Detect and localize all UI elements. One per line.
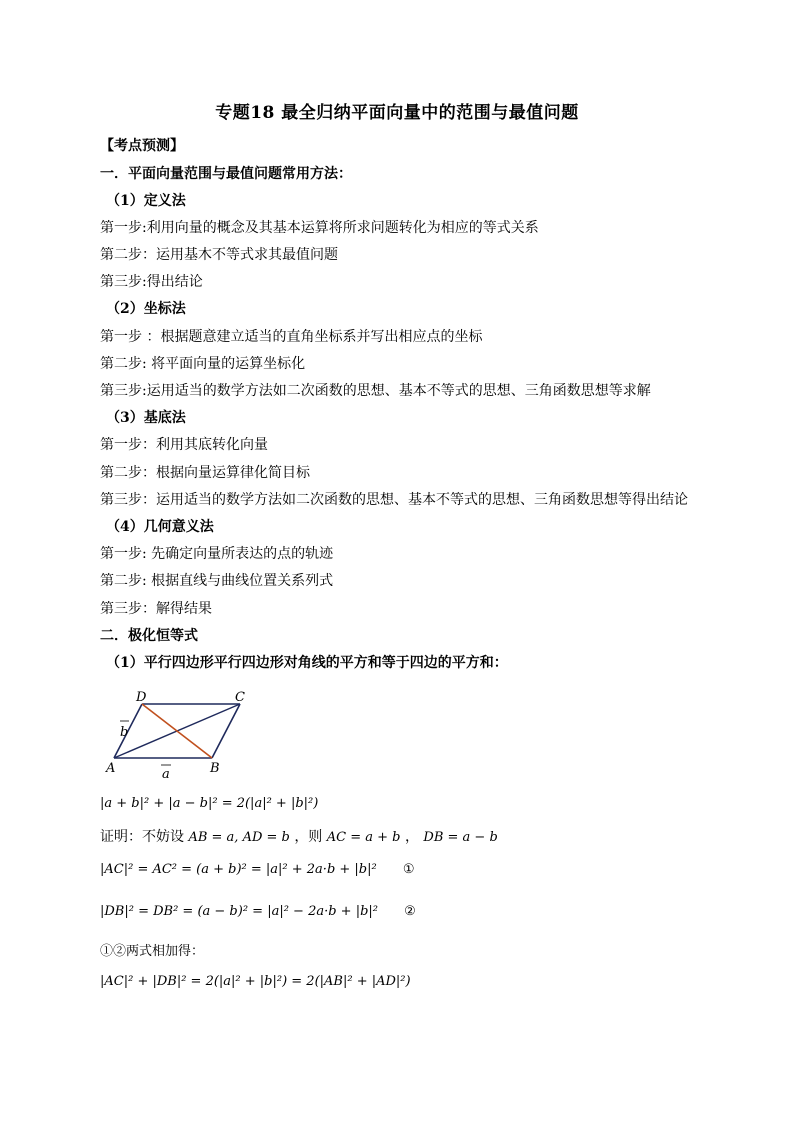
label-d: D	[136, 690, 147, 705]
side-bc	[212, 704, 240, 758]
equation-2-mark: ②	[404, 904, 416, 919]
method2-step2: 第二步: 将平面向量的运算坐标化	[100, 356, 306, 372]
equation-2: |DB|² = DB² = (a − b)² = |a|² − 2a·b + |b|²	[100, 904, 378, 919]
label-c: C	[235, 690, 245, 705]
method4-step1: 第一步: 先确定向量所表达的点的轨迹	[100, 546, 334, 562]
proof-setup: AB = a, AD = b	[188, 830, 290, 845]
part2-heading: 二．极化恒等式	[100, 628, 198, 644]
identity-equation: |a + b|² + |a − b|² = 2(|a|² + |b|²)	[100, 796, 319, 811]
label-b: B	[210, 761, 220, 776]
label-vector-b: b	[120, 725, 129, 740]
method4-step3: 第三步：解得结果	[100, 601, 212, 617]
method1-title: （1）定义法	[106, 193, 186, 209]
method3-title: （3）基底法	[106, 410, 186, 426]
equation-3: |AC|² + |DB|² = 2(|a|² + |b|²) = 2(|AB|² + |AD|²)	[100, 974, 411, 989]
method1-step3: 第三步:得出结论	[100, 274, 203, 290]
parallelogram-figure	[100, 690, 260, 785]
equation-1-mark: ①	[402, 862, 415, 877]
method2-step1: 第一步 ：根据题意建立适当的直角坐标系并写出相应点的坐标	[100, 329, 483, 345]
label-vector-a: a	[162, 767, 170, 782]
sum-text: ①②两式相加得：	[100, 944, 205, 959]
method3-step2: 第二步：根据向量运算律化简目标	[100, 465, 310, 481]
method1-step2: 第二步：运用基木不等式求其最值问题	[100, 247, 338, 263]
method3-step1: 第一步：利用其底转化向量	[100, 437, 268, 453]
proof-ac: AC = a + b	[326, 830, 401, 845]
proof-db: DB = a − b	[423, 830, 498, 845]
part2-sub1: （1）平行四边形平行四边形对角线的平方和等于四边的平方和：	[106, 655, 508, 671]
label-a: A	[106, 761, 116, 776]
method4-title: （4）几何意义法	[106, 519, 214, 535]
method1-step1: 第一步:利用向量的概念及其基本运算将所求问题转化为相应的等式关系	[100, 220, 539, 236]
proof-prefix: 证明：不妨设	[100, 829, 184, 845]
proof-mid: ，则	[294, 829, 323, 845]
part1-heading: 一．平面向量范围与最值问题常用方法：	[100, 166, 352, 182]
method4-step2: 第二步: 根据直线与曲线位置关系列式	[100, 573, 334, 589]
equation-1: |AC|² = AC² = (a + b)² = |a|² + 2a·b + |b|²	[100, 862, 377, 877]
equation-1-row	[100, 862, 415, 877]
proof-line: 证明：不妨设 AB = a, AD = b ，则 AC = a + b ， DB = a − b	[100, 829, 498, 845]
method2-title: （2）坐标法	[106, 301, 186, 317]
method3-step3: 第三步：运用适当的数学方法如二次函数的思想、基本不等式的思想、三角函数思想等得出结论	[100, 492, 688, 508]
equation-2-row	[100, 904, 416, 919]
section-tag: 【考点预测】	[100, 138, 184, 154]
page-title: 专题18 最全归纳平面向量中的范围与最值问题	[215, 103, 579, 123]
diagonal-db	[142, 704, 212, 758]
method2-step3: 第三步:运用适当的数学方法如二次函数的思想、基本不等式的思想、三角函数思想等求解	[100, 383, 651, 399]
